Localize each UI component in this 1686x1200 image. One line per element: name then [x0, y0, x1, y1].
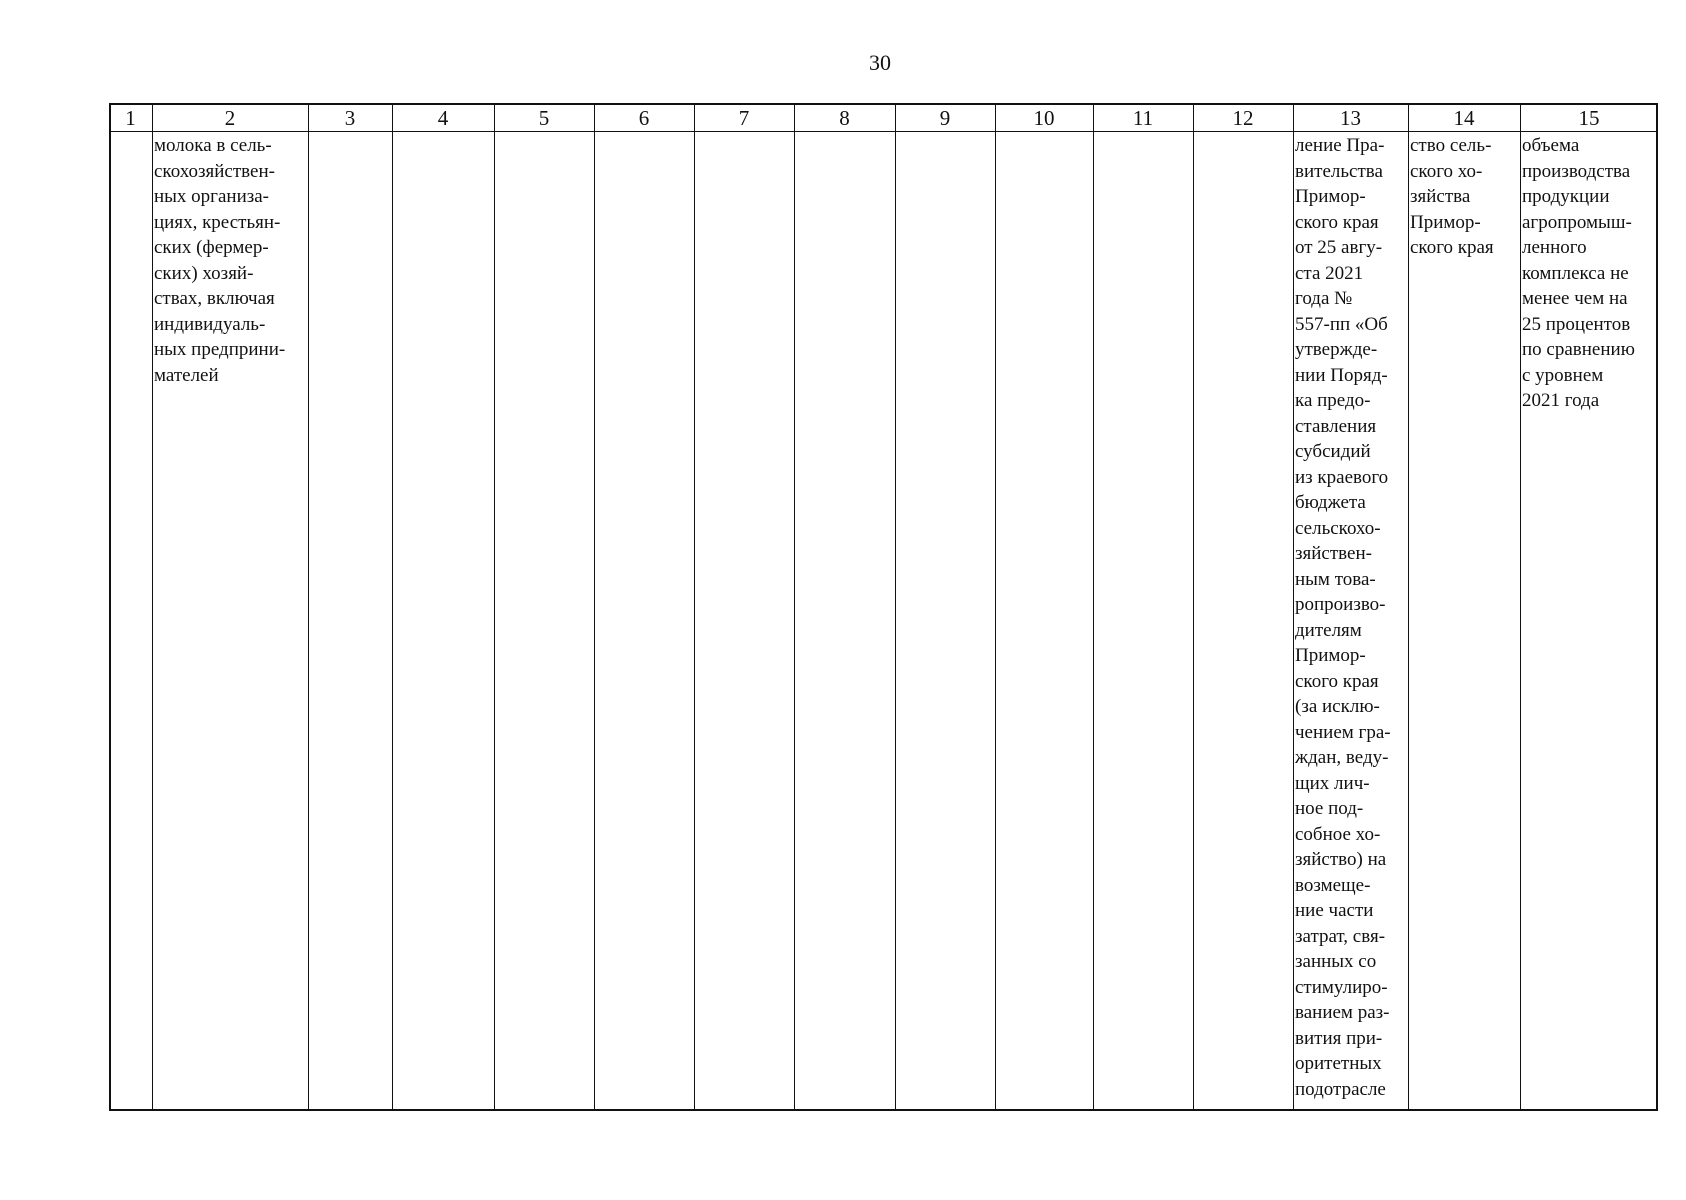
cell-text-line: производства — [1522, 160, 1631, 182]
page-number: 30 — [869, 50, 891, 75]
col-divider — [1520, 103, 1521, 1111]
header-cell-11: 11 — [1132, 106, 1154, 130]
cell-text-line: 25 процентов — [1522, 313, 1631, 335]
col-divider — [694, 103, 695, 1111]
col-divider — [995, 103, 996, 1111]
cell-text-line: собное хо- — [1295, 823, 1381, 845]
header-cell-3: 3 — [344, 106, 356, 130]
col-divider — [392, 103, 393, 1111]
cell-text-line: (за исклю- — [1295, 696, 1380, 717]
cell-text-line: скохозяйствен- — [154, 160, 275, 182]
cell-text-line: комплекса не — [1522, 262, 1629, 284]
cell-text-line: ских) хозяй- — [154, 262, 254, 284]
cell-text-line: ное под- — [1295, 798, 1364, 819]
header-divider — [109, 131, 1658, 132]
header-cell-10: 10 — [1033, 106, 1055, 130]
cell-text-line: ленного — [1522, 237, 1587, 258]
header-cell-14: 14 — [1453, 106, 1475, 130]
cell-text-line: зяйствен- — [1295, 543, 1372, 564]
header-cell-5: 5 — [538, 106, 550, 130]
cell-text-line: ка предо- — [1295, 390, 1371, 411]
col-divider — [1093, 103, 1094, 1111]
cell-col15-text — [1522, 133, 1635, 414]
cell-text-line: менее чем на — [1522, 288, 1628, 309]
cell-text-line: по сравнению — [1522, 339, 1635, 360]
cell-text-line: ждан, веду- — [1295, 747, 1389, 768]
cell-text-line: из краевого — [1295, 466, 1389, 488]
cell-text-line: ского края — [1295, 211, 1379, 233]
col-divider — [594, 103, 595, 1111]
cell-text-line: 557-пп «Об — [1295, 313, 1388, 335]
col-divider — [494, 103, 495, 1111]
cell-text-line: занных со — [1295, 951, 1377, 972]
cell-text-line: щих лич- — [1295, 772, 1370, 794]
cell-text-line: вительства — [1295, 160, 1383, 182]
header-cell-2: 2 — [224, 106, 236, 130]
cell-text-line: ных предприни- — [154, 339, 286, 360]
cell-text-line: вития при- — [1295, 1027, 1383, 1049]
cell-text-line: субсидий — [1295, 441, 1371, 462]
col-divider — [308, 103, 309, 1111]
cell-text-line: с уровнем — [1522, 364, 1604, 386]
cell-text-line: 2021 года — [1522, 390, 1600, 411]
header-cell-7: 7 — [738, 106, 750, 130]
cell-text-line: молока в сель- — [154, 135, 272, 156]
cell-text-line: утвержде- — [1295, 339, 1378, 360]
cell-text-line: ство сель- — [1410, 135, 1492, 156]
col-divider — [1408, 103, 1409, 1111]
cell-text-line: бюджета — [1295, 492, 1366, 513]
cell-text-line: ставления — [1295, 415, 1377, 437]
cell-text-line: ние части — [1295, 900, 1374, 921]
col-divider — [1293, 103, 1294, 1111]
cell-text-line: ным това- — [1295, 568, 1376, 590]
cell-text-line: ста 2021 — [1295, 262, 1364, 284]
cell-text-line: зяйство) на — [1295, 849, 1387, 870]
header-cell-8: 8 — [839, 106, 850, 130]
cell-text-line: Примор- — [1295, 186, 1366, 207]
cell-text-line: продукции — [1522, 186, 1610, 207]
cell-text-line: от 25 авгу- — [1295, 237, 1383, 258]
cell-text-line: циях, крестьян- — [154, 211, 281, 233]
cell-col2-text — [154, 133, 285, 388]
cell-text-line: возмеще- — [1295, 874, 1371, 896]
header-cell-4: 4 — [437, 106, 449, 130]
cell-text-line: ропроизво- — [1295, 594, 1386, 615]
col-divider — [794, 103, 795, 1111]
col-divider — [1193, 103, 1194, 1111]
header-cell-1: 1 — [125, 106, 136, 130]
header-cell-12: 12 — [1232, 106, 1254, 130]
cell-text-line: Примор- — [1295, 645, 1366, 666]
cell-text-line: года № — [1295, 288, 1353, 309]
col-divider — [152, 103, 153, 1111]
cell-text-line: ского края — [1410, 237, 1494, 258]
cell-text-line: ского хо- — [1410, 160, 1483, 182]
cell-text-line: ных организа- — [154, 186, 270, 207]
cell-text-line: дителям — [1295, 619, 1362, 641]
header-cell-6: 6 — [638, 106, 650, 130]
cell-text-line: объема — [1522, 135, 1580, 156]
cell-text-line: ских (фермер- — [154, 237, 269, 258]
header-cell-13: 13 — [1340, 106, 1361, 130]
cell-text-line: ствах, включая — [154, 288, 275, 309]
cell-text-line: подотрасле — [1295, 1078, 1386, 1100]
cell-text-line: затрат, свя- — [1295, 925, 1386, 947]
header-cell-15: 15 — [1578, 106, 1600, 130]
cell-text-line: нии Поряд- — [1295, 364, 1388, 386]
cell-text-line: индивидуаль- — [154, 313, 266, 335]
cell-text-line: ление Пра- — [1295, 135, 1385, 156]
cell-text-line: ского края — [1295, 670, 1379, 692]
cell-col14-text — [1410, 133, 1494, 261]
col-divider — [895, 103, 896, 1111]
header-cell-9: 9 — [939, 106, 951, 130]
cell-text-line: стимулиро- — [1295, 976, 1388, 998]
cell-text-line: агропромыш- — [1522, 211, 1632, 233]
cell-text-line: Примор- — [1410, 211, 1481, 233]
cell-text-line: ванием раз- — [1295, 1002, 1390, 1023]
cell-text-line: сельскохо- — [1295, 517, 1381, 539]
cell-text-line: мателей — [154, 364, 219, 386]
cell-text-line: зяйства — [1410, 186, 1471, 207]
cell-text-line: чением гра- — [1295, 721, 1391, 743]
cell-text-line: оритетных — [1295, 1053, 1382, 1074]
cell-col13-text — [1295, 133, 1391, 1102]
